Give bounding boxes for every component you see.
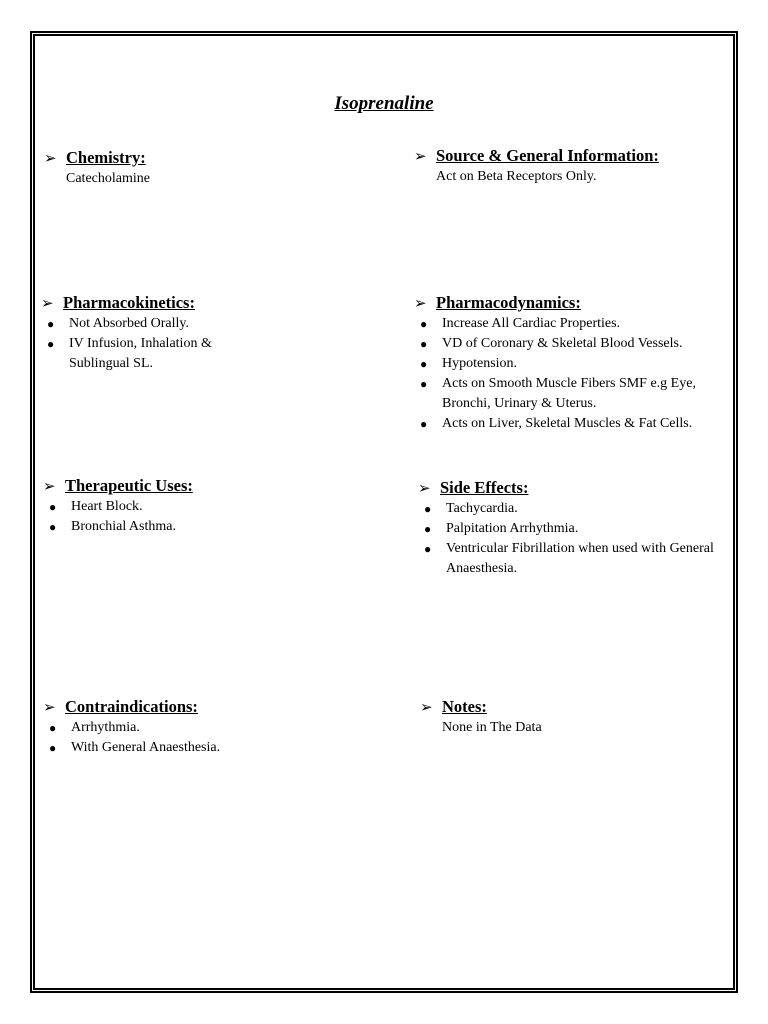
- arrow-icon: ➢: [414, 149, 427, 165]
- section-side-effects: [418, 478, 718, 579]
- bullet-icon: ●: [49, 741, 57, 755]
- heading-text: Side Effects:: [440, 478, 529, 497]
- arrow-icon: ➢: [43, 479, 56, 495]
- bullet-list: [41, 314, 261, 374]
- list-item: ● Acts on Smooth Muscle Fibers SMF e.g Eye, Bronchi, Urinary & Uterus.: [420, 376, 696, 411]
- section-heading: [43, 476, 363, 497]
- bullet-icon: ●: [424, 502, 432, 516]
- bullet-icon: ●: [49, 721, 57, 735]
- section-text: Act on Beta Receptors Only.: [436, 169, 597, 184]
- list-item: ● Increase All Cardiac Properties.: [414, 314, 724, 334]
- section-heading: [41, 293, 261, 314]
- arrow-icon: ➢: [418, 481, 431, 497]
- heading-text: Pharmacokinetics:: [63, 293, 195, 312]
- list-item: ● Heart Block.: [43, 497, 363, 517]
- bullet-icon: ●: [47, 317, 55, 331]
- section-heading: [44, 148, 364, 169]
- arrow-icon: ➢: [44, 151, 57, 167]
- section-heading: [418, 478, 718, 499]
- section-source: [414, 146, 734, 187]
- list-item: ● Ventricular Fibrillation when used with General Anaesthesia.: [424, 541, 714, 576]
- list-item: ● Hypotension.: [414, 354, 724, 374]
- section-heading: [414, 293, 724, 314]
- list-item: ● With General Anaesthesia.: [43, 738, 363, 758]
- list-item: ● Bronchial Asthma.: [43, 517, 363, 537]
- bullet-icon: ●: [420, 417, 428, 431]
- list-item: ● Arrhythmia.: [43, 718, 363, 738]
- heading-text: Chemistry:: [66, 148, 146, 167]
- section-heading: [414, 146, 734, 167]
- section-therapeutic-uses: [43, 476, 363, 537]
- list-item: ● Palpitation Arrhythmia.: [418, 519, 718, 539]
- heading-text: Contraindications:: [65, 697, 198, 716]
- list-item: ● VD of Coronary & Skeletal Blood Vessels.: [414, 334, 724, 354]
- section-notes: [420, 697, 720, 738]
- bullet-icon: ●: [420, 317, 428, 331]
- page-title: Isoprenaline: [334, 93, 434, 114]
- heading-text: Notes:: [442, 697, 487, 716]
- arrow-icon: ➢: [414, 296, 427, 312]
- bullet-list: [414, 314, 724, 434]
- bullet-list: [43, 497, 363, 537]
- section-heading: [43, 697, 363, 718]
- heading-text: Source & General Information:: [436, 146, 659, 165]
- section-chemistry: [44, 148, 364, 189]
- arrow-icon: ➢: [41, 296, 54, 312]
- section-heading: [420, 697, 720, 718]
- bullet-icon: ●: [47, 337, 55, 351]
- section-contraindications: [43, 697, 363, 758]
- bullet-icon: ●: [49, 500, 57, 514]
- heading-text: Pharmacodynamics:: [436, 293, 581, 312]
- bullet-icon: ●: [420, 377, 428, 391]
- list-item: ● Acts on Liver, Skeletal Muscles & Fat Cells.: [414, 414, 724, 434]
- arrow-icon: ➢: [420, 700, 433, 716]
- bullet-icon: ●: [49, 520, 57, 534]
- bullet-icon: ●: [420, 357, 428, 371]
- section-pharmacokinetics: [41, 293, 261, 374]
- bullet-list: [43, 718, 363, 758]
- list-item: ● Not Absorbed Orally.: [41, 314, 261, 334]
- section-pharmacodynamics: [414, 293, 724, 434]
- list-item: ● IV Infusion, Inhalation & Sublingual SL.: [47, 336, 212, 371]
- bullet-icon: ●: [420, 337, 428, 351]
- bullet-list: [418, 499, 718, 579]
- section-text: Catecholamine: [66, 171, 150, 186]
- arrow-icon: ➢: [43, 700, 56, 716]
- bullet-icon: ●: [424, 542, 432, 556]
- list-item: ● Tachycardia.: [418, 499, 718, 519]
- heading-text: Therapeutic Uses:: [65, 476, 193, 495]
- bullet-icon: ●: [424, 522, 432, 536]
- section-text: None in The Data: [442, 720, 542, 735]
